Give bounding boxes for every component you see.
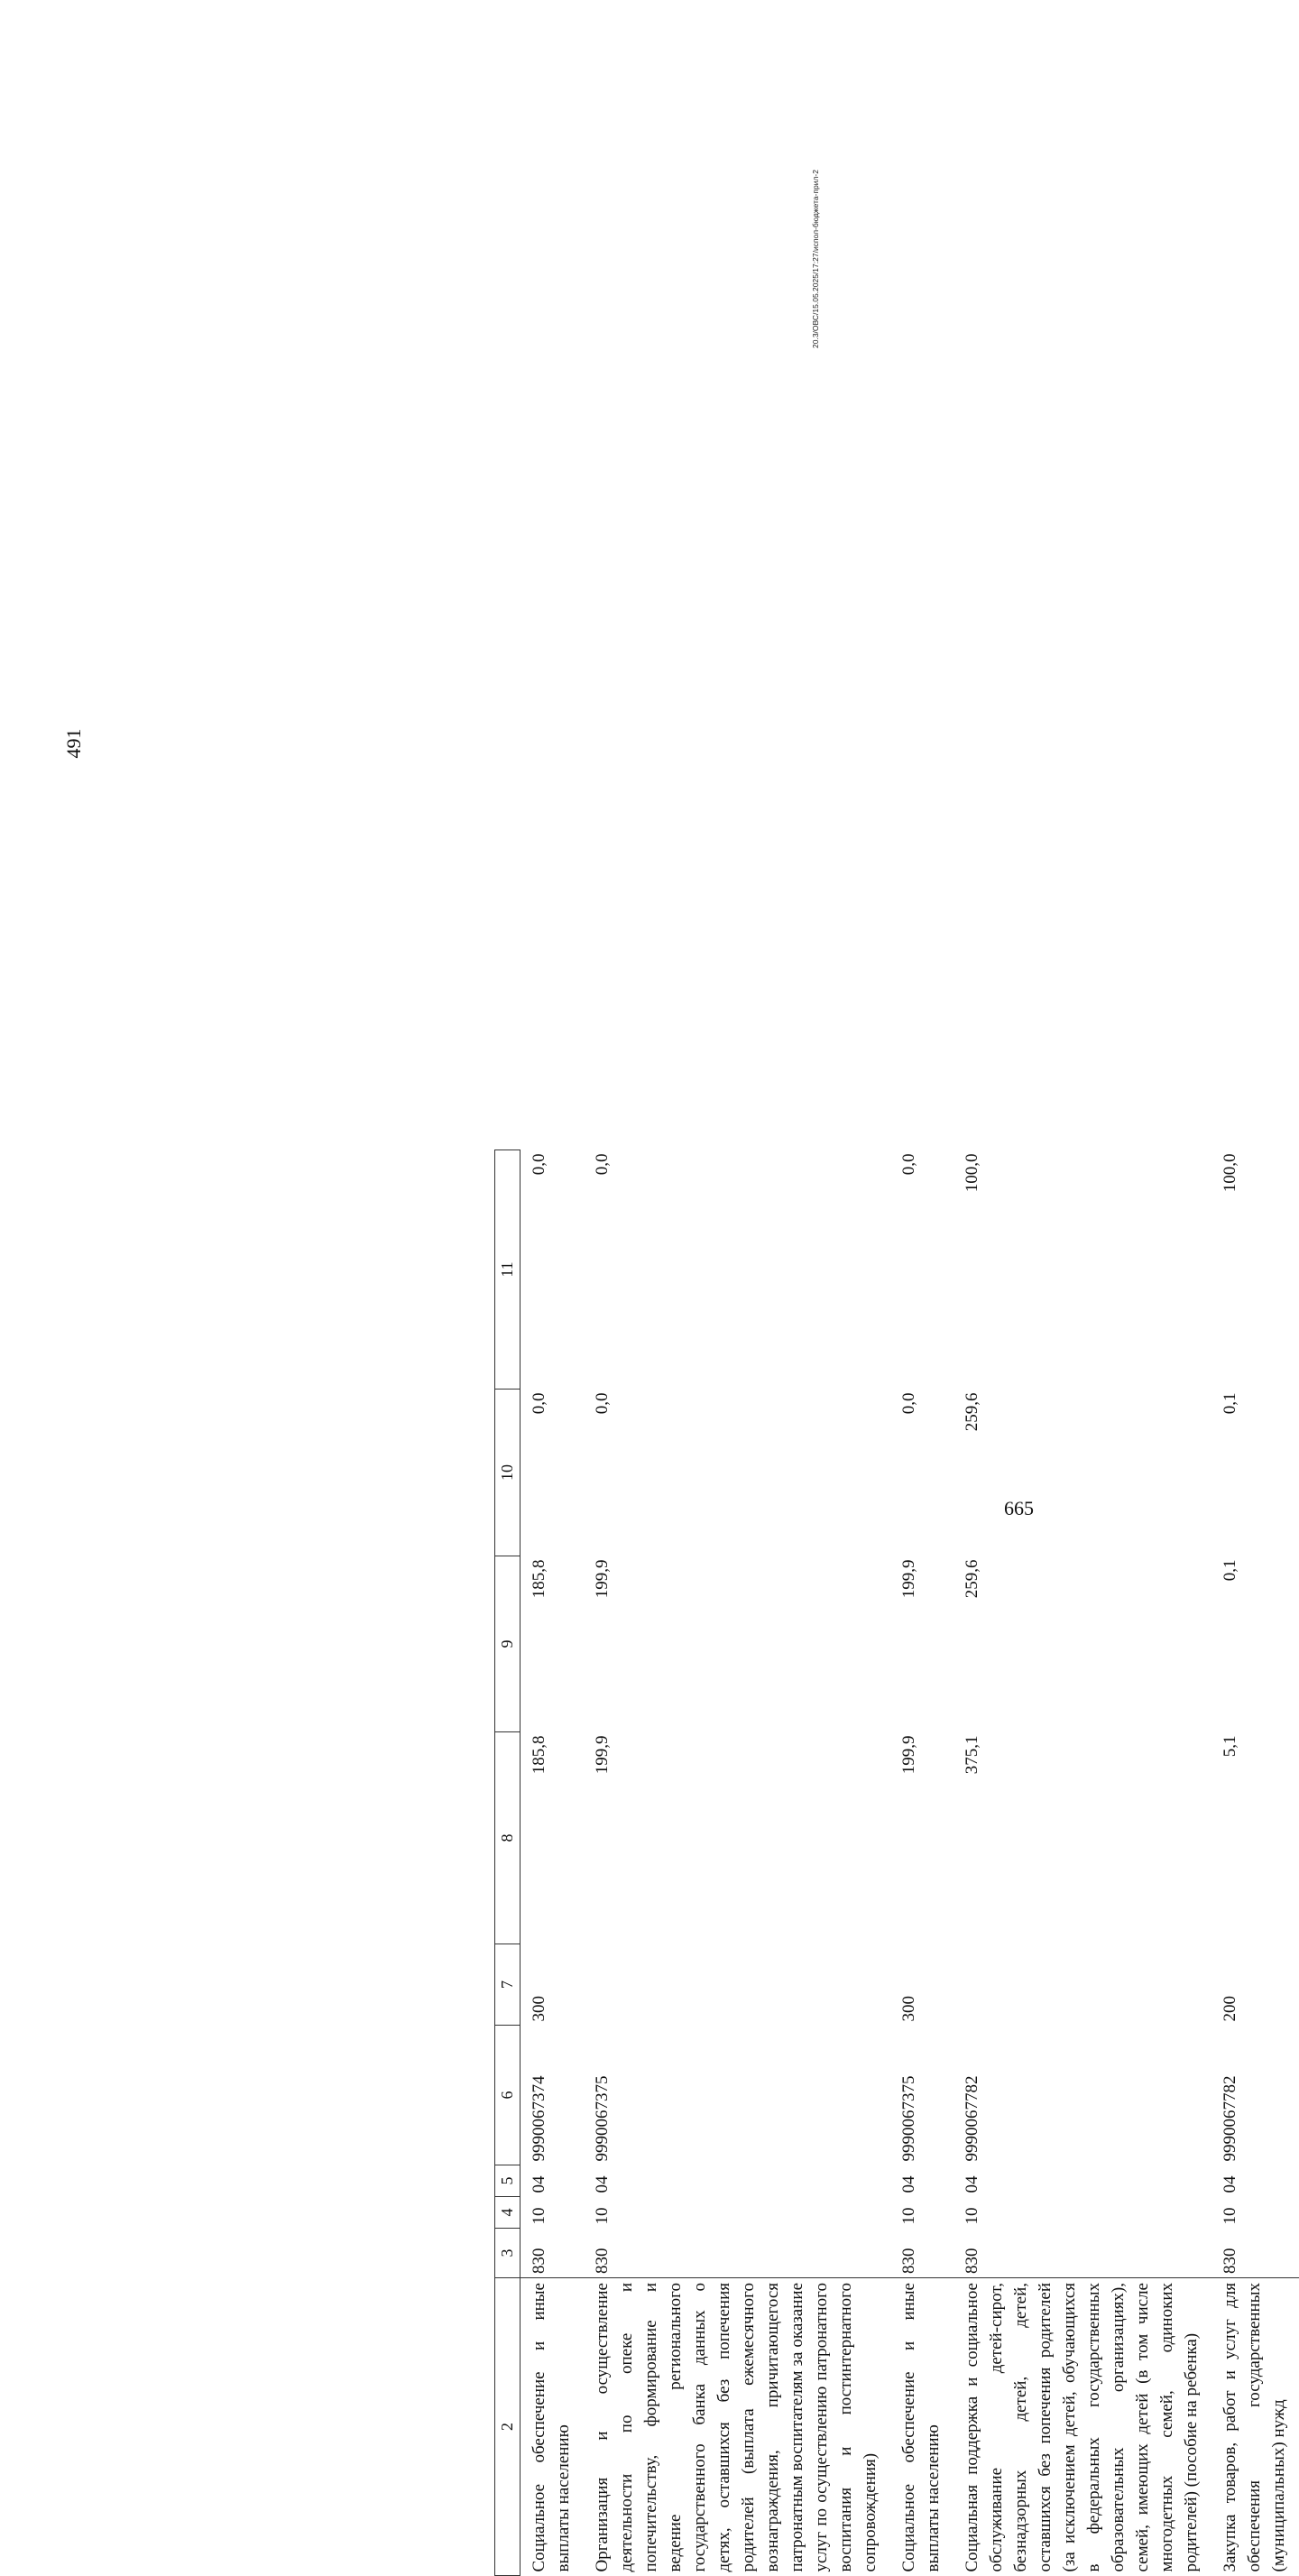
- cell-col7: [954, 1944, 1211, 2026]
- cell-col5: 04: [890, 2165, 954, 2197]
- cell-col7: 200: [1211, 1944, 1299, 2026]
- cell-col3: 830: [954, 2229, 1211, 2278]
- cell-col9: 199,9: [890, 1556, 954, 1732]
- header-col-2: 2: [495, 2278, 521, 2576]
- cell-col8: 5,1: [1211, 1732, 1299, 1944]
- cell-col7: [584, 1944, 890, 2026]
- cell-col5: 04: [584, 2165, 890, 2197]
- cell-col10: 0,1: [1211, 1390, 1299, 1556]
- table-header: [495, 1150, 521, 2576]
- header-col-4: 4: [495, 2197, 521, 2229]
- cell-col10: 0,0: [890, 1390, 954, 1556]
- cell-col7: 300: [521, 1944, 585, 2026]
- header-col-11: 11: [495, 1150, 521, 1390]
- cell-col10: 0,0: [584, 1390, 890, 1556]
- page-number-top: 491: [56, 725, 92, 762]
- cell-col4: 10: [521, 2197, 585, 2229]
- cell-col6: 9990067374: [521, 2026, 585, 2165]
- cell-col11: 0,0: [890, 1150, 954, 1390]
- cell-col8: 185,8: [521, 1732, 585, 1944]
- cell-col9: 259,6: [954, 1556, 1211, 1732]
- cell-col7: 300: [890, 1944, 954, 2026]
- header-row: [495, 1150, 521, 2576]
- cell-col3: 830: [584, 2229, 890, 2278]
- cell-col10: 0,0: [521, 1390, 585, 1556]
- header-col-3: 3: [495, 2229, 521, 2278]
- cell-col11: 0,0: [584, 1150, 890, 1390]
- table-body: [521, 1150, 1299, 2576]
- cell-col3: 830: [1211, 2229, 1299, 2278]
- cell-col6: 9990067782: [954, 2026, 1211, 2165]
- header-col-9: 9: [495, 1556, 521, 1732]
- cell-col5: 04: [1211, 2165, 1299, 2197]
- cell-col4: 10: [890, 2197, 954, 2229]
- cell-col6: 9990067375: [584, 2026, 890, 2165]
- row-name: Закупка товаров, работ и услуг для обеспечения государственных (муниципальных) нужд: [1211, 2278, 1299, 2576]
- cell-col8: 375,1: [954, 1732, 1211, 1944]
- row-name: Социальное обеспечение и иные выплаты населению: [521, 2278, 585, 2576]
- row-name: Организация и осуществление деятельности по опеке и попечительству, формирование и ведение регионального государственного банка данных о детях, оставшихся без попечения родителей (выплата ежемесячного вознаграждения, причитающегося патронатным воспитателям за оказание услуг по осуществлению патронатного воспитания и постинтернатного сопровождения): [584, 2278, 890, 2576]
- cell-col6: 9990067375: [890, 2026, 954, 2165]
- table-row: [584, 1150, 890, 2576]
- cell-col9: 185,8: [521, 1556, 585, 1732]
- cell-col5: 04: [954, 2165, 1211, 2197]
- page-number-bottom: 665: [1004, 1498, 1034, 1519]
- document-code: 20.3/ОВС/15.05.2025/17:27/испол-бюджета-прил-2: [810, 0, 821, 348]
- table-row: [890, 1150, 954, 2576]
- cell-col9: 199,9: [584, 1556, 890, 1732]
- budget-table: [494, 1150, 1299, 2576]
- cell-col5: 04: [521, 2165, 585, 2197]
- row-name: Социальная поддержка и социальное обслуживание детей-сирот, безнадзорных детей, детей, оставшихся без попечения родителей (за исключением детей, обучающихся в федеральных государственных образовательных организациях), семей, имеющих детей (в том числе многодетных семей, одиноких родителей) (пособие на ребенка): [954, 2278, 1211, 2576]
- cell-col11: 0,0: [521, 1150, 585, 1390]
- cell-col10: 259,6: [954, 1390, 1211, 1556]
- table-row: [521, 1150, 585, 2576]
- header-col-5: 5: [495, 2165, 521, 2197]
- header-col-8: 8: [495, 1732, 521, 1944]
- header-col-10: 10: [495, 1390, 521, 1556]
- cell-col11: 100,0: [954, 1150, 1211, 1390]
- cell-col4: 10: [584, 2197, 890, 2229]
- header-col-6: 6: [495, 2026, 521, 2165]
- header-col-7: 7: [495, 1944, 521, 2026]
- row-name: Социальное обеспечение и иные выплаты населению: [890, 2278, 954, 2576]
- cell-col3: 830: [521, 2229, 585, 2278]
- cell-col11: 100,0: [1211, 1150, 1299, 1390]
- cell-col8: 199,9: [584, 1732, 890, 1944]
- cell-col3: 830: [890, 2229, 954, 2278]
- table-row: [1211, 1150, 1299, 2576]
- cell-col4: 10: [1211, 2197, 1299, 2229]
- budget-table-frame: [494, 1150, 1252, 2576]
- cell-col9: 0,1: [1211, 1556, 1299, 1732]
- table-row: [954, 1150, 1211, 2576]
- cell-col6: 9990067782: [1211, 2026, 1299, 2165]
- cell-col4: 10: [954, 2197, 1211, 2229]
- cell-col8: 199,9: [890, 1732, 954, 1944]
